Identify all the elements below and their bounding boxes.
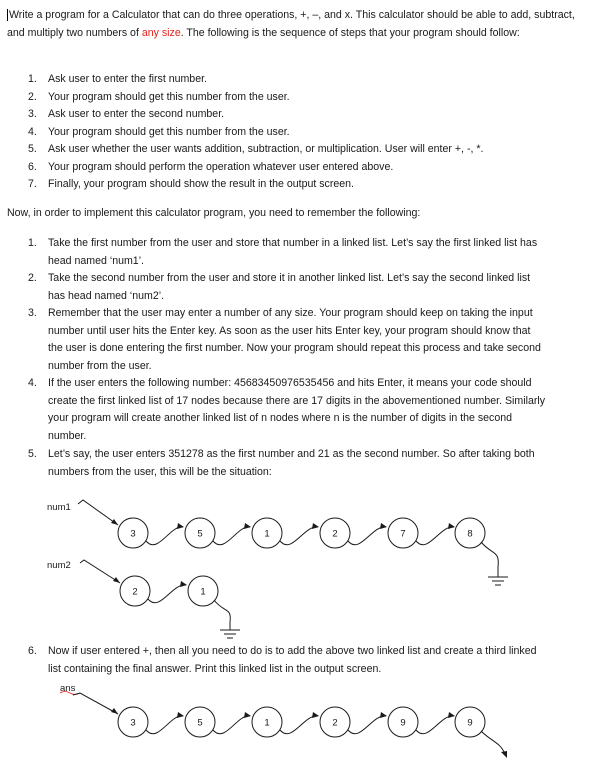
link-arrow — [148, 585, 186, 603]
node-circle — [185, 707, 215, 737]
node-value: 5 — [197, 528, 203, 540]
step-text: Finally, your program should show the result in the output screen. — [48, 178, 355, 190]
linked-list-num1 — [118, 518, 508, 585]
null-pointer — [481, 542, 498, 567]
node-circle — [320, 518, 350, 548]
node-value: 9 — [400, 717, 406, 729]
link-arrow — [416, 716, 454, 734]
node-circle — [252, 518, 282, 548]
step-number: 6. — [28, 161, 37, 173]
arrowhead — [448, 712, 455, 718]
step-text: Ask user to enter the first number. — [48, 73, 207, 85]
link-arrow — [280, 716, 318, 734]
node-value: 1 — [264, 717, 270, 729]
null-pointer — [481, 731, 505, 754]
step-text: Ask user to enter the second number. — [48, 108, 225, 120]
link-arrow — [213, 527, 250, 545]
node-value: 2 — [332, 717, 338, 729]
arrowhead — [448, 523, 455, 529]
ground-null-icon — [488, 567, 508, 585]
note-number: 2. — [28, 272, 37, 284]
note-text: Let’s say, the user enters 351278 as the first number and 21 as the second number. So after taking both numbers from the user, this will be the situation: — [48, 448, 535, 478]
note-text: If the user enters the following number: 45683450976535456 and hits Enter, it means your code should create the first linked list of 17 nodes because there are 17 digits in the abovementioned number. Similarly your program will create another linked list of n nodes where n is the number of digits in the second number. — [48, 377, 546, 442]
step-number: 2. — [28, 91, 37, 103]
step-number: 3. — [28, 108, 37, 120]
link-arrow — [213, 716, 250, 734]
arrowhead — [380, 712, 387, 718]
arrowhead — [501, 751, 507, 758]
node-value: 3 — [130, 528, 136, 540]
intro-paragraph — [7, 7, 592, 42]
node-circle — [320, 707, 350, 737]
arrowhead — [244, 523, 251, 529]
node-circle — [118, 518, 148, 548]
head-label-num1: num1 — [47, 502, 71, 513]
linked-list-diagram-answer — [0, 680, 601, 759]
step-number: 5. — [28, 143, 37, 155]
step-number: 4. — [28, 126, 37, 138]
note-text: Remember that the user may enter a number of any size. Your program should keep on taking the input number until user hits the Enter key. As soon as the user hits Enter key, your program should know that the user is done entering the first number. Now your program should repeat this process and take second number from the user. — [48, 307, 541, 372]
note-number: 1. — [28, 237, 37, 249]
step-number: 1. — [28, 73, 37, 85]
node-circle — [388, 707, 418, 737]
head-pointer-num2 — [80, 560, 120, 583]
node-value: 3 — [130, 717, 136, 729]
node-circle — [252, 707, 282, 737]
intro-text-part2: . The following is the sequence of steps that your program should follow: — [180, 26, 520, 39]
link-arrow — [348, 716, 386, 734]
ground-null-icon — [220, 622, 240, 638]
step-text: Your program should perform the operation whatever user entered above. — [48, 161, 394, 173]
intro-highlight: any size — [141, 26, 181, 39]
link-arrow — [146, 716, 183, 734]
linked-list-diagram-inputs — [0, 495, 601, 640]
step-text: Your program should get this number from the user. — [48, 91, 290, 103]
step-number: 7. — [28, 178, 37, 190]
note-number: 6. — [28, 645, 37, 657]
arrowhead — [111, 519, 118, 525]
null-pointer — [214, 600, 230, 622]
node-value: 2 — [332, 528, 338, 540]
link-arrow — [348, 527, 386, 545]
arrowhead — [312, 712, 319, 718]
head-pointer-ans — [73, 693, 118, 714]
step-text: Your program should get this number from the user. — [48, 126, 290, 138]
node-value: 9 — [467, 717, 473, 729]
node-circle — [118, 707, 148, 737]
link-arrow — [416, 527, 454, 545]
linked-list-ans — [118, 707, 507, 758]
arrowhead — [312, 523, 319, 529]
head-pointer-num1 — [78, 500, 118, 525]
note-text: Now if user entered +, then all you need to do is to add the above two linked list and create a third linked list containing the final answer. Print this linked list in the output screen. — [48, 645, 537, 675]
note-text: Take the second number from the user and store it in another linked list. Let’s say the second linked list has head named ‘num2’. — [48, 272, 531, 302]
text-cursor — [7, 9, 8, 21]
node-value: 5 — [197, 717, 203, 729]
note-text: Take the first number from the user and store that number in a linked list. Let’s say the first linked list has head named ‘num1’. — [48, 237, 538, 267]
node-circle — [455, 707, 485, 737]
intro-text-part1: Write a program for a Calculator that can do three operations, +, –, and x. This calculator should be able to add, subtract, and multiply two numbers of — [7, 9, 575, 39]
node-value: 8 — [467, 528, 473, 540]
node-value: 7 — [400, 528, 406, 540]
node-value: 1 — [264, 528, 270, 540]
step-text: Ask user whether the user wants addition, subtraction, or multiplication. User will enter +, -, *. — [48, 143, 484, 155]
arrowhead — [180, 581, 187, 587]
arrowhead — [177, 712, 184, 718]
link-arrow — [280, 527, 318, 545]
remember-paragraph: Now, in order to implement this calculator program, you need to remember the following: — [7, 207, 421, 219]
node-value: 2 — [132, 586, 138, 598]
head-label-num2: num2 — [47, 560, 71, 571]
node-circle — [188, 576, 218, 606]
arrowhead — [113, 577, 120, 583]
link-arrow — [146, 527, 183, 545]
head-label-ans: ans — [60, 683, 76, 694]
linked-list-num2 — [120, 576, 240, 638]
node-circle — [388, 518, 418, 548]
arrowhead — [244, 712, 251, 718]
arrowhead — [177, 523, 184, 529]
node-circle — [455, 518, 485, 548]
arrowhead — [111, 708, 118, 714]
node-circle — [120, 576, 150, 606]
note-number: 4. — [28, 377, 37, 389]
node-circle — [185, 518, 215, 548]
node-value: 1 — [200, 586, 206, 598]
arrowhead — [380, 523, 387, 529]
note-number: 5. — [28, 448, 37, 460]
note-number: 3. — [28, 307, 37, 319]
